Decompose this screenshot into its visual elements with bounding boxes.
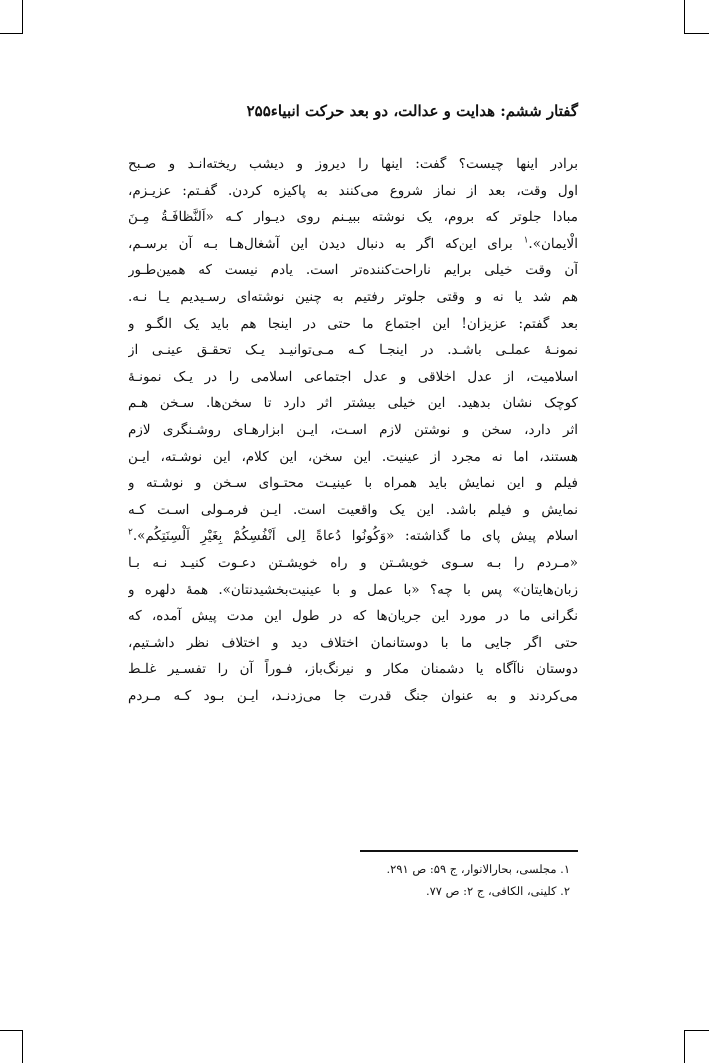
crop-mark-top-right-h [684,33,709,34]
body-line: زبان‌هایتان» پس با چه؟ «با عمل و با عینیت‌بخشیدنتان». همهٔ دلهره و [128,581,578,598]
body-line-text: الْایمان».$^۱$ برای این‌که اگر به دنبال دیدن این آشغال‌هـا بـه آن برسـم، [128,235,578,252]
footnotes [128,858,570,902]
page-number: ۲۵۵ [246,102,271,120]
crop-mark-top-right-v [684,0,685,34]
body-line [128,523,578,550]
crop-mark-bottom-right-v [684,1030,685,1063]
body-line: نمونـهٔ عملـی باشـد. در اینجـا کـه مـی‌توانیـد یـک تحقـق عینـی از [128,342,578,359]
footnote-divider [360,850,578,852]
body-line: فیلم و این نمایش باید همراه با عینیـت محتـوای سـخن و نوشـته و [128,475,578,492]
chapter-title: گفتار ششم: هدایت و عدالت، دو بعد حرکت انبیاء [270,102,578,120]
body-line: برادر اینها چیست؟ گفت: اینها را دیروز و دیشب ریخته‌انـد و صـبح [128,156,578,172]
crop-mark-bottom-left-v [22,1030,23,1063]
body-text [128,151,578,709]
body-line: کوچک نشان بدهید. این خیلی بیشتر اثر دارد تا سخن‌ها. سـخن هـم [128,395,578,412]
body-line-text: اسلام پیش پای ما گذاشته: «وَکُونُوا دُعاةً اِلی اَنْفُسِکُمْ بِغَیْرِ اَلْسِنَتِکُم». [132,528,578,545]
body-line: هم شد یا نه و وقتی جلوتر رفتیم به چنین نوشته‌ای رسـیدیم یـا نـه. [128,288,578,305]
footnote-2: ۲. کلینی، الکافی، ج ۲: ص ۷۷. [425,884,570,898]
footnote-ref-2: ۲ [128,527,133,538]
body-line: بعد گفتم: عزیزان! این اجتماع ما حتی در اینجا هم باید یک الگـو و [128,315,578,332]
crop-mark-top-left-h [0,33,23,34]
body-line: دوستان ناآگاه یا دشمنان مکار و نیرنگ‌باز، فـوراً آن را تفسـیر غلـط [128,661,578,678]
body-line: اثر دارد، سخن و نوشتن لازم اسـت، ایـن ابزارهـای روشـنگری لازم [128,421,578,438]
crop-mark-top-left-v [22,0,23,34]
body-line: مبادا جلوتر که بروم، یک نوشته ببیـنم روی دیـوار کـه «اَلنَّظافَـةُ مِـنَ [128,209,578,226]
crop-mark-bottom-left-h [0,1030,23,1031]
body-line: نگرانی ما در مورد این جریان‌ها که در طول این مدت پیش آمده، که [128,608,578,625]
body-line: اول وقت، بعد از نماز شروع می‌کنند به پاکیزه کردن. گفـتم: عزیـزم، [128,182,578,199]
footnote-ref-1: ۱ [523,235,529,246]
body-line: «مـردم را بـه سـوی خویشـتن و راه خویشـتن دعـوت کنیـد نـه بـا [128,554,578,571]
body-line: حتی اگر جایی ما با دوستانمان اختلاف دید و اختلاف نظر داشـتیم، [128,634,578,651]
body-line: هستند، اما نه مجرد از عینیت. این سخن، این کلام، این نوشـته، ایـن [128,448,578,465]
running-header [128,96,578,126]
book-page [128,96,578,898]
body-line: آن وقت خیلی برایم ناراحت‌کننده‌تر است. یادم نیست که همین‌طـور [128,262,578,279]
body-line [128,231,578,258]
footnote-1: ۱. مجلسی، بحارالانوار، ج ۵۹: ص ۲۹۱. [386,862,570,876]
body-line: اسلامیت، از عدل اخلاقی و عدل اجتماعی اسلامی را در یـک نمونـهٔ [128,368,578,385]
crop-mark-bottom-right-h [684,1030,709,1031]
body-line: می‌کردند و به عنوان جنگ قدرت جا می‌زدنـد، ایـن بـود کـه مـردم [128,687,578,704]
body-line: نمایش و فیلم باشد. این یک واقعیت است. ایـن فرمـولی اسـت کـه [128,501,578,518]
